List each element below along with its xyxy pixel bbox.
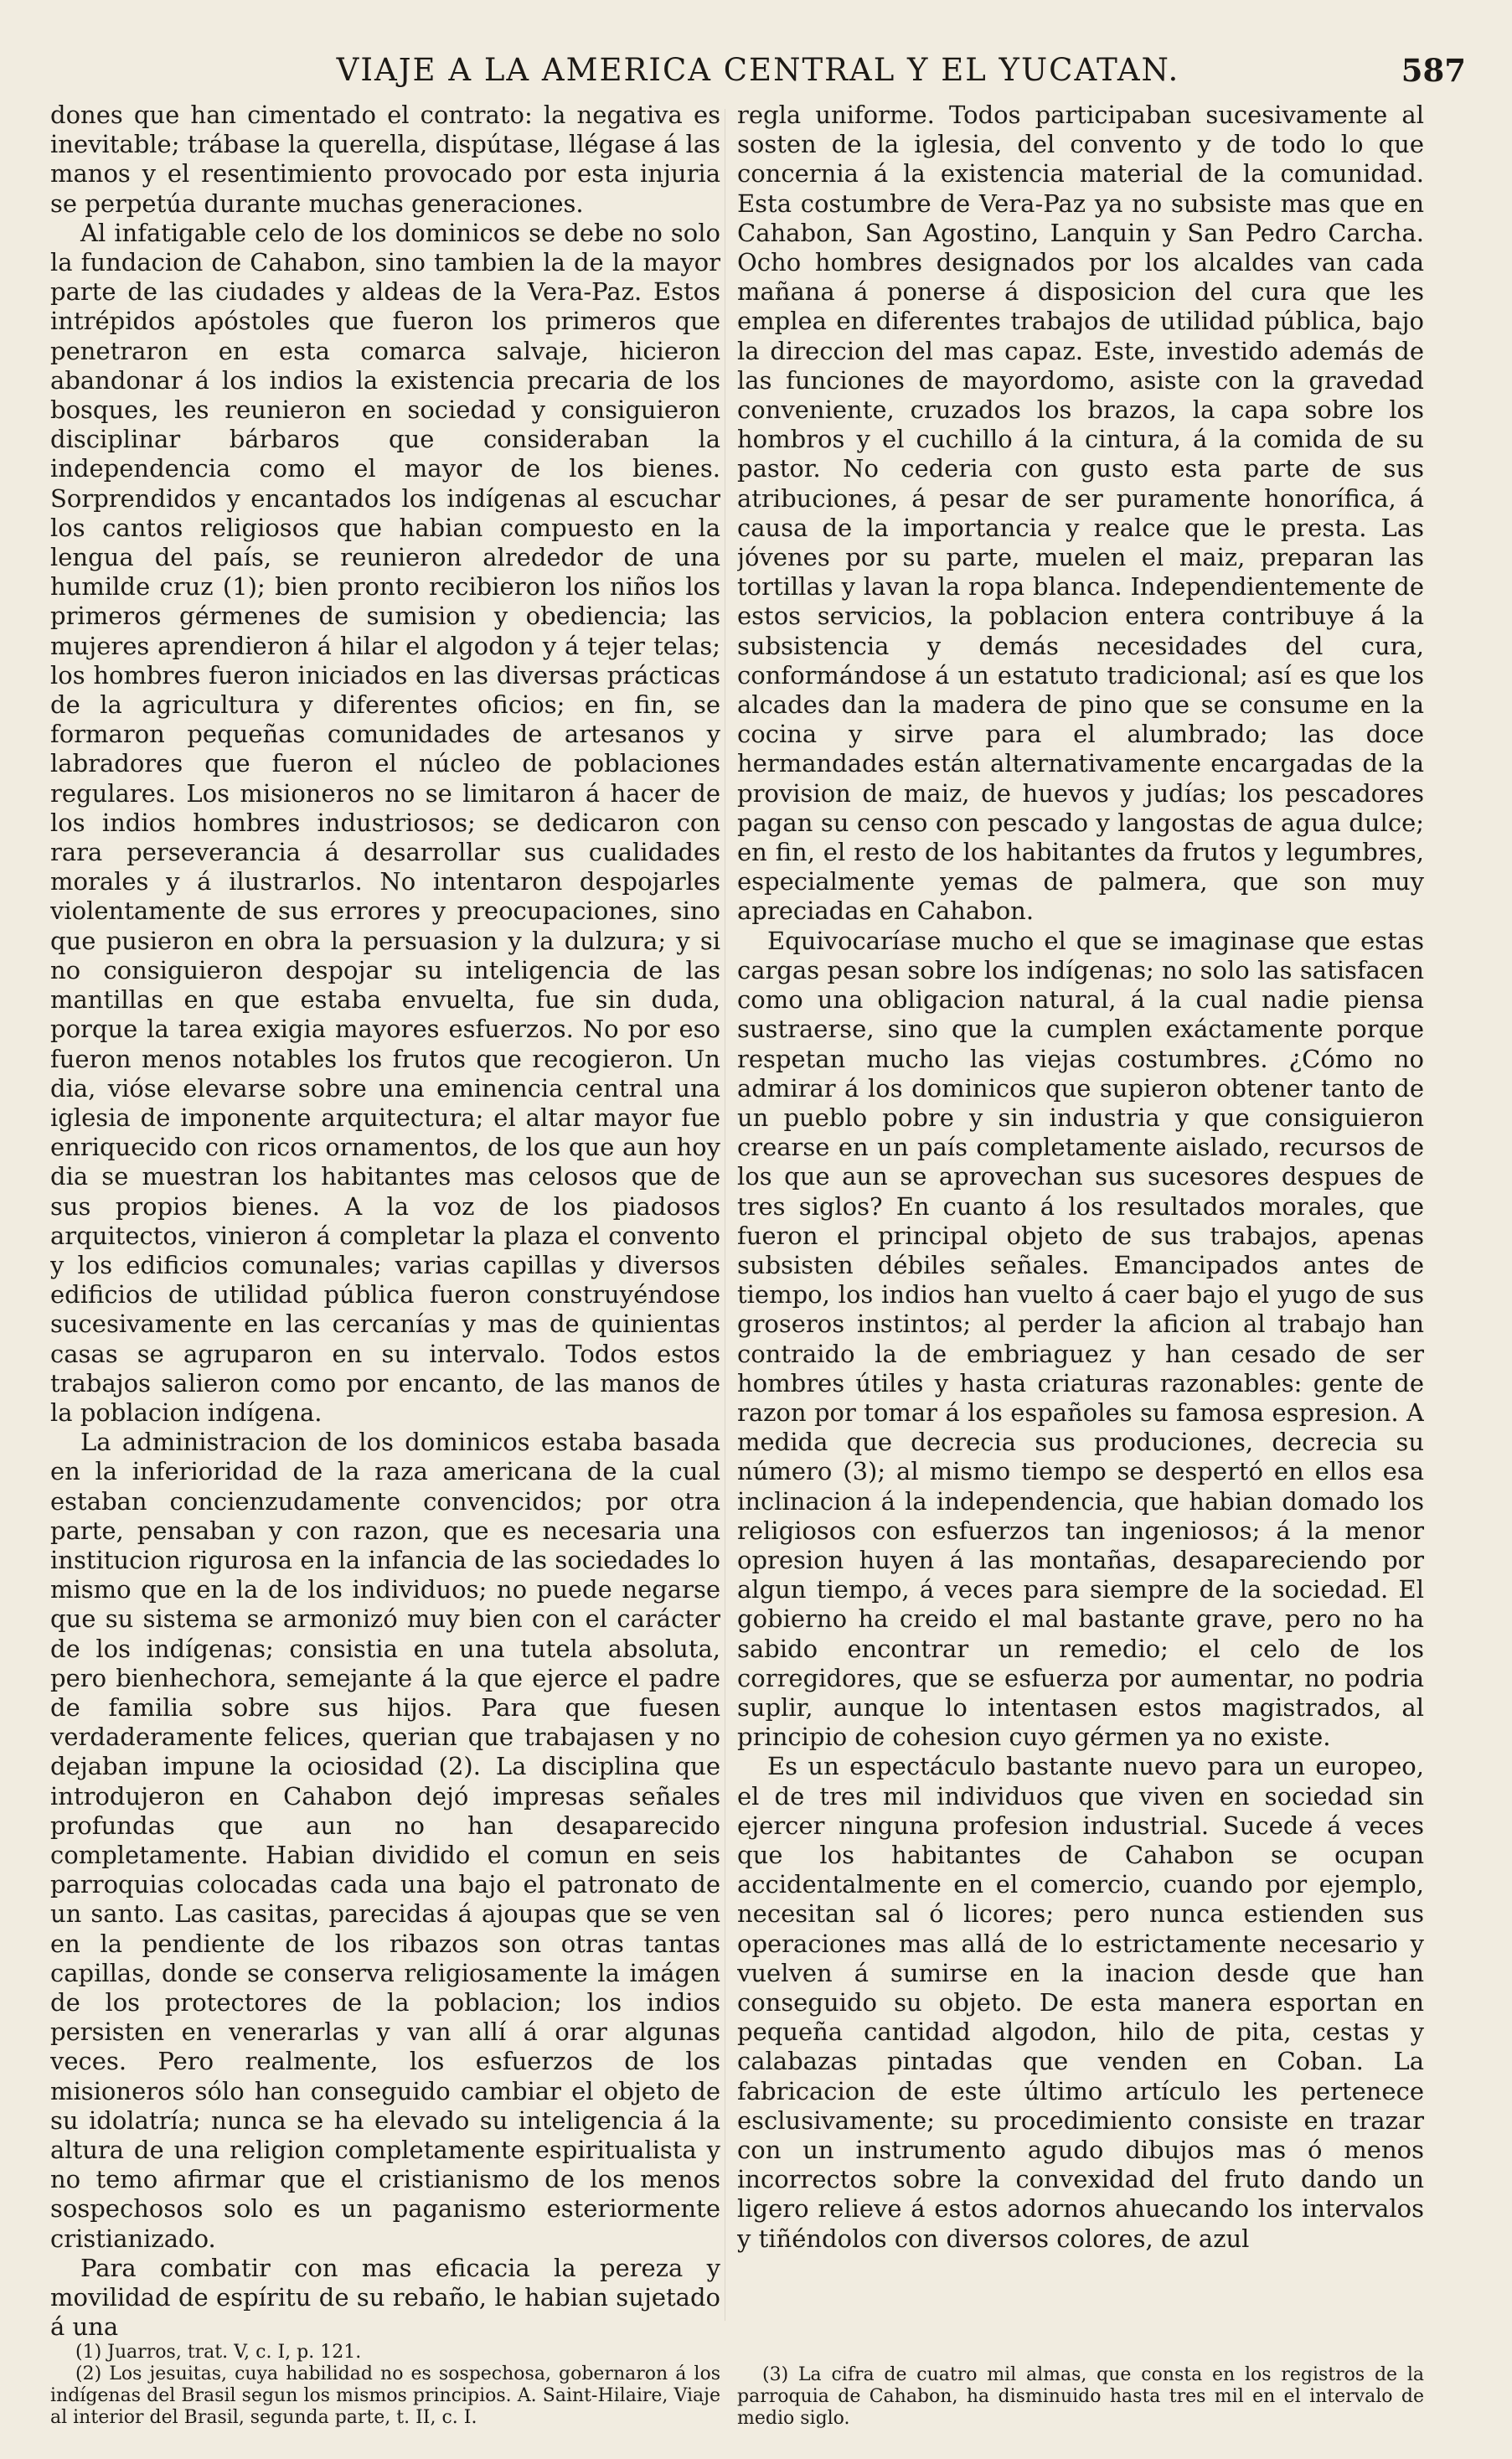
paragraph: Para combatir con mas eficacia la pereza y movilidad de espíritu de su rebaño, le habian sujetado á una [50,2253,720,2342]
footnote: (1) Juarros, trat. V, c. I, p. 121. [75,2342,362,2363]
right-column [737,101,1424,2346]
paragraph: Es un espectáculo bastante nuevo para un europeo, el de tres mil individuos que viven en sociedad sin ejercer ninguna profesion industrial. Sucede á veces que los habitantes de Cahabon se ocupan accidentalmente en el comercio, cuando por ejemplo, necesitan sal ó licores; pero nunca estienden sus operaciones mas allá de lo estrictamente necesario y vuelven á sumirse en la inacion desde que han conseguido su objeto. De esta manera esportan en pequeña cantidad algodon, hilo de pita, cestas y calabazas pintadas que venden en Coban. La fabricacion de este último artículo les pertenece esclusivamente; su procedimiento consiste en trazar con un instrumento agudo dibujos mas ó menos incorrectos sobre la convexidad del fruto dando un ligero relieve á estos adornos ahuecando los intervalos y tiñéndolos con diversos colores, de azul [737,1752,1424,2253]
paragraph: Equivocaríase mucho el que se imaginase que estas cargas pesan sobre los indígenas; no solo las satisfacen como una obligacion natural, á la cual nadie piensa sustraerse, sino que la cumplen exáctamente porque respetan mucho las viejas costumbres. ¿Cómo no admirar á los dominicos que supieron obtener tanto de un pueblo pobre y sin industria y que consiguieron crearse en un país completamente aislado, recursos de los que aun se aprovechan sus sucesores despues de tres siglos? En cuanto á los resultados morales, que fueron el principal objeto de sus trabajos, apenas subsisten débiles señales. Emancipados antes de tiempo, los indios han vuelto á caer bajo el yugo de sus groseros instintos; al perder la aficion al trabajo han contraido la de embriaguez y han cesado de ser hombres útiles y hasta criaturas razonables: gente de razon por tomar á los españoles su famosa espresion. A medida que decrecia sus produciones, decrecia su número (3); al mismo tiempo se despertó en ellos esa inclinacion á la independencia, que habian domado los religiosos con esfuerzos tan ingeniosos; á la menor opresion huyen á las montañas, desapareciendo por algun tiempo, á veces para siempre de la sociedad. El gobierno ha creido el mal bastante grave, pero no ha sabido encontrar un remedio; el celo de los corregidores, que se esfuerza por aumentar, no podria suplir, aunque lo intentasen estos magistrados, al principio de cohesion cuyo gérmen ya no existe. [737,926,1424,1752]
left-footnotes [50,2342,720,2429]
paragraph: regla uniforme. Todos participaban sucesivamente al sosten de la iglesia, del convento y de todo lo que concernia á la existencia material de la comunidad. Esta costumbre de Vera-Paz ya no subsiste mas que en Cahabon, San Agostino, Lanquin y San Pedro Carcha. Ocho hombres designados por los alcaldes van cada mañana á ponerse á disposicion del cura que les emplea en diferentes trabajos de utilidad pública, bajo la direccion del mas capaz. Este, investido además de las funciones de mayordomo, asiste con la gravedad conveniente, cruzados los brazos, la capa sobre los hombros y el cuchillo á la cintura, á la comida de su pastor. No cederia con gusto esta parte de sus atribuciones, á pesar de ser puramente honorífica, á causa de la importancia y realce que le presta. Las jóvenes por su parte, muelen el maiz, preparan las tortillas y lavan la ropa blanca. Independientemente de estos servicios, la poblacion entera contribuye á la subsistencia y demás necesidades del cura, conformándose á un estatuto tradicional; así es que los alcades dan la madera de pino que se consume en la cocina y sirve para el alumbrado; las doce hermandades están alternativamente encargadas de la provision de maiz, de huevos y judías; los pescadores pagan su censo con pescado y langostas de agua dulce; en fin, el resto de los habitantes da frutos y legumbres, especialmente yemas de palmera, que son muy apreciadas en Cahabon. [737,101,1424,926]
paragraph: La administracion de los dominicos estaba basada en la inferioridad de la raza americana de la cual estaban concienzudamente convencidos; por otra parte, pensaban y con razon, que es necesaria una institucion rigurosa en la infancia de las sociedades lo mismo que en la de los individuos; no puede negarse que su sistema se armonizó muy bien con el carácter de los indígenas; consistia en una tutela absoluta, pero bienhechora, semejante á la que ejerce el padre de familia sobre sus hijos. Para que fuesen verdaderamente felices, querian que trabajasen y no dejaban impune la ociosidad (2). La disciplina que introdujeron en Cahabon dejó impresas señales profundas que aun no han desaparecido completamente. Habian dividido el comun en seis parroquias colocadas cada una bajo el patronato de un santo. Las casitas, parecidas á ajoupas que se ven en la pendiente de los ribazos son otras tantas capillas, donde se conserva religiosamente la imágen de los protectores de la poblacion; los indios persisten en venerarlas y van allí á orar algunas veces. Pero realmente, los esfuerzos de los misioneros sólo han conseguido cambiar el objeto de su idolatría; nunca se ha elevado su inteligencia á la altura de una religion completamente espiritualista y no temo afirmar que el cristianismo de los menos sospechosos solo es un paganismo esteriormente cristianizado. [50,1428,720,2253]
running-title: VIAJE A LA AMERICA CENTRAL Y EL YUCATAN. [336,52,1180,88]
footnote: (3) La cifra de cuatro mil almas, que consta en los registros de la parroquia de Cahabon, ha disminuido hasta tres mil en el intervalo de medio siglo. [737,2364,1424,2429]
page-number: 587 [1401,52,1466,89]
footnote: (2) Los jesuitas, cuya habilidad no es sospechosa, gobernaron á los indígenas del Brasil segun los mismos principios. A. Saint-Hilaire, Viaje al interior del Brasil, segunda parte, t. II, c. I. [50,2363,720,2428]
paragraph: Al infatigable celo de los dominicos se debe no solo la fundacion de Cahabon, sino tambien la de la mayor parte de las ciudades y aldeas de la Vera-Paz. Estos intrépidos apóstoles que fueron los primeros que penetraron en esta comarca salvaje, hicieron abandonar á los indios la existencia precaria de los bosques, les reunieron en sociedad y consiguieron disciplinar bárbaros que consideraban la independencia como el mayor de los bienes. Sorprendidos y encantados los indígenas al escuchar los cantos religiosos que habian compuesto en la lengua del país, se reunieron alrededor de una humilde cruz (1); bien pronto recibieron los niños los primeros gérmenes de sumision y obediencia; las mujeres aprendieron á hilar el algodon y á tejer telas; los hombres fueron iniciados en las diversas prácticas de la agricultura y diferentes oficios; en fin, se formaron pequeñas comunidades de artesanos y labradores que fueron el núcleo de poblaciones regulares. Los misioneros no se limitaron á hacer de los indios hombres industriosos; se dedicaron con rara perseverancia á desarrollar sus cualidades morales y á ilustrarlos. No intentaron despojarles violentamente de sus errores y preocupaciones, sino que pusieron en obra la persuasion y la dulzura; y si no consiguieron despojar su inteligencia de las mantillas en que estaba envuelta, fue sin duda, porque la tarea exigia mayores esfuerzos. No por eso fueron menos notables los frutos que recogieron. Un dia, vióse elevarse sobre una eminencia central una iglesia de imponente arquitectura; el altar mayor fue enriquecido con ricos ornamentos, de los que aun hoy dia se muestran los habitantes mas celosos que de sus propios bienes. A la voz de los piadosos arquitectos, vinieron á completar la plaza el convento y los edificios comunales; varias capillas y diversos edificios de utilidad pública fueron construyéndose sucesivamente en las cercanías y mas de quinientas casas se agruparon en su intervalo. Todos estos trabajos salieron como por encanto, de las manos de la poblacion indígena. [50,218,720,1427]
left-column [50,101,720,2346]
paragraph: dones que han cimentado el contrato: la negativa es inevitable; trábase la querella, dispútase, llégase á las manos y el resentimiento provocado por esta injuria se perpetúa durante muchas generaciones. [50,101,720,218]
right-footnotes [737,2364,1424,2430]
page-header [50,52,1466,99]
